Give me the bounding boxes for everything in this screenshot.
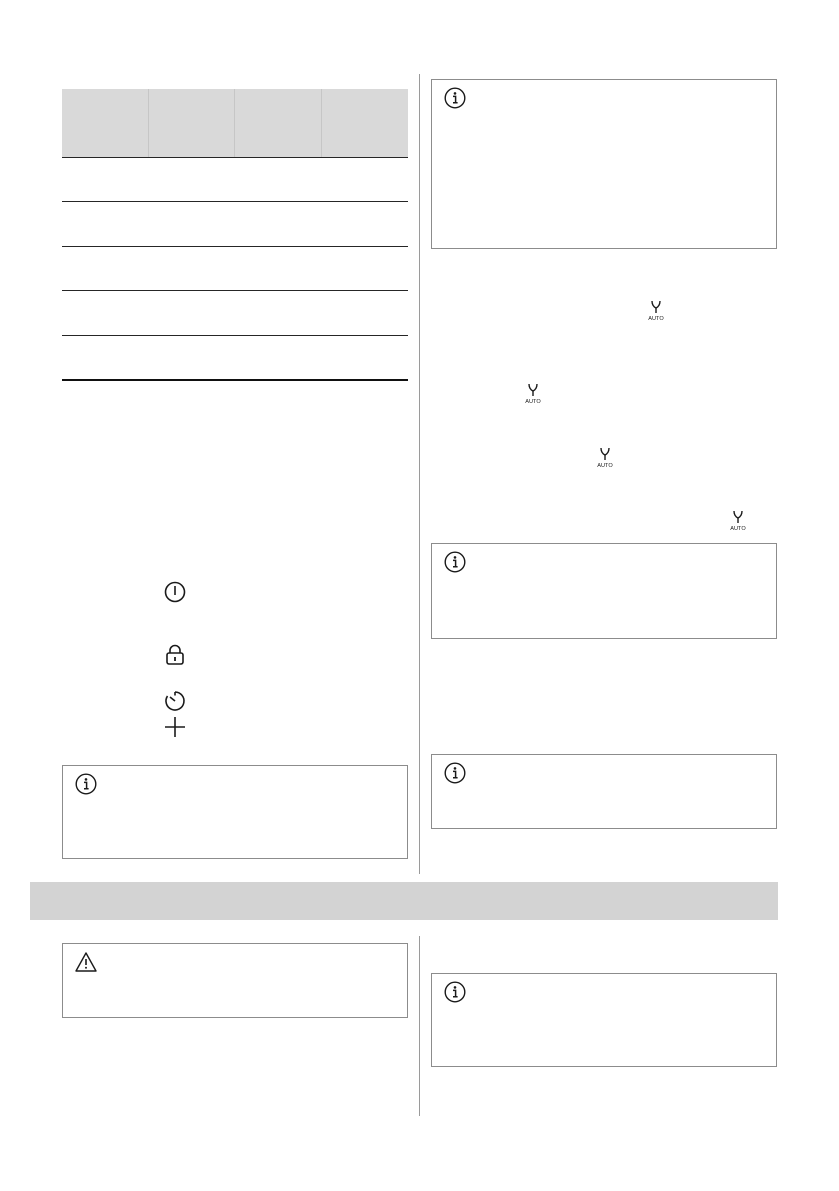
svg-text:AUTO: AUTO [525,399,541,405]
table-row-divider [62,201,408,202]
info-note-bottom [431,973,777,1067]
info-icon [444,551,466,573]
info-icon [75,773,97,795]
svg-text:AUTO: AUTO [597,463,613,469]
section-heading-bar [30,882,778,920]
timer-icon [163,689,187,713]
table-row-divider [62,335,408,336]
warning-icon [75,951,97,973]
table-header [62,89,408,157]
warning-note [62,943,408,1018]
info-note-right-3 [431,754,777,829]
svg-text:AUTO: AUTO [648,316,664,322]
info-note-right-2 [431,543,777,639]
info-icon [444,87,466,109]
fan-auto-icon [646,298,666,322]
column-divider-top [419,74,420,874]
info-icon [444,981,466,1003]
table-row-divider [62,290,408,291]
info-note-left [62,765,408,859]
plus-icon [163,715,187,739]
table-bottom-rule [62,379,408,381]
info-icon [444,762,466,784]
fan-auto-icon [595,445,615,469]
table-row-divider [62,157,408,158]
fan-auto-icon [728,508,748,532]
info-note-right-1 [431,79,777,249]
column-divider-bottom [419,936,420,1116]
table-row-divider [62,246,408,247]
svg-text:AUTO: AUTO [730,526,746,532]
fan-auto-icon [523,381,543,405]
lock-icon [163,643,187,667]
power-icon [163,580,187,604]
